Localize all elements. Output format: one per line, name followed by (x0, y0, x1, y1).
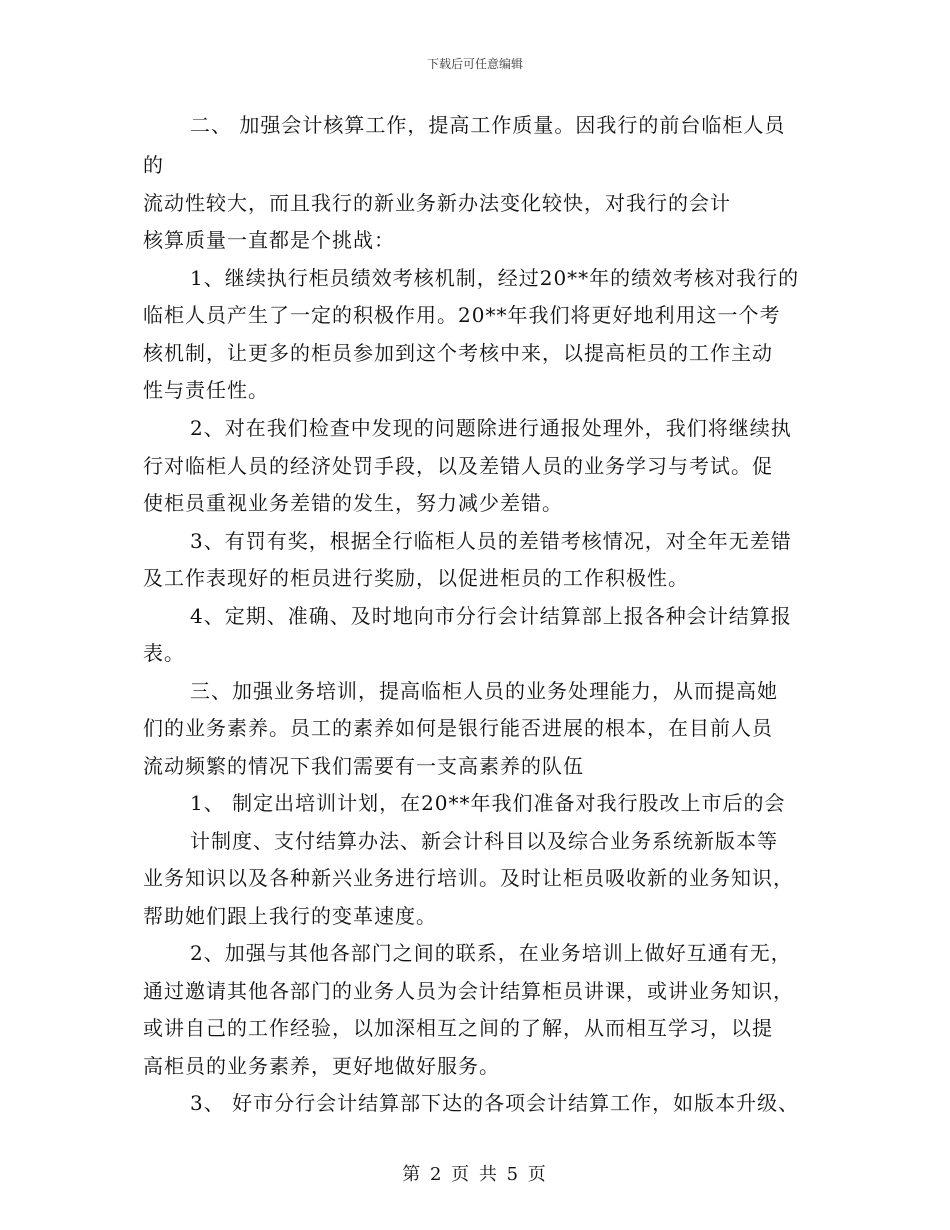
text-line: 3、有罚有奖，根据全行临柜人员的差错考核情况，对全年无差错 (190, 529, 792, 553)
page-number: 第 2 页 共 5 页 (402, 1164, 548, 1185)
text-line: 流动性较大，而且我行的新业务新办法变化较快，对我行的会计 (143, 191, 731, 215)
text-line: 使柜员重视业务差错的发生，努力减少差错。 (143, 491, 563, 515)
text-line: 1、 制定出培训计划，在20**年我们准备对我行股改上市后的会 (190, 791, 786, 815)
text-line: 或讲自己的工作经验，以加深相互之间的了解，从而相互学习，以提 (143, 1016, 773, 1040)
header-note: 下载后可任意编辑 (426, 57, 523, 71)
text-line: 业务知识以及各种新兴业务进行培训。及时让柜员吸收新的业务知识， (143, 866, 794, 890)
text-line: 2、加强与其他各部门之间的联系，在业务培训上做好互通有无， (190, 941, 792, 965)
text-line: 表。 (143, 641, 185, 665)
text-line: 通过邀请其他各部门的业务人员为会计结算柜员讲课，或讲业务知识， (143, 979, 794, 1003)
text-line: 三、加强业务培训，提高临柜人员的业务处理能力，从而提高她 (190, 679, 778, 703)
text-line: 计制度、支付结算办法、新会计科目以及综合业务系统新版本等 (190, 829, 778, 853)
text-line: 及工作表现好的柜员进行奖励，以促进柜员的工作积极性。 (143, 566, 689, 590)
text-line: 核算质量一直都是个挑战： (143, 228, 395, 252)
text-line: 们的业务素养。员工的素养如何是银行能否进展的根本，在目前人员 (143, 716, 773, 740)
text-line: 高柜员的业务素养，更好地做好服务。 (143, 1054, 500, 1078)
text-line: 流动频繁的情况下我们需要有一支高素养的队伍 (143, 754, 584, 778)
text-line: 行对临柜人员的经济处罚手段，以及差错人员的业务学习与考试。促 (143, 454, 773, 478)
text-line: 1、继续执行柜员绩效考核机制，经过20**年的绩效考核对我行的 (190, 266, 800, 290)
text-line: 临柜人员产生了一定的积极作用。20**年我们将更好地利用这一个考 (143, 303, 781, 327)
text-line: 帮助她们跟上我行的变革速度。 (143, 904, 437, 928)
text-line: 性与责任性。 (143, 378, 269, 402)
text-line: 二、 加强会计核算工作，提高工作质量。因我行的前台临柜人员 (190, 113, 786, 137)
text-line: 核机制，让更多的柜员参加到这个考核中来，以提高柜员的工作主动 (143, 341, 773, 365)
text-line: 4、定期、准确、及时地向市分行会计结算部上报各种会计结算报 (190, 604, 792, 628)
text-line: 的 (143, 153, 164, 177)
text-line: 2、对在我们检查中发现的问题除进行通报处理外，我们将继续执 (190, 416, 792, 440)
text-line: 3、 好市分行会计结算部下达的各项会计结算工作，如版本升级、 (190, 1091, 800, 1115)
